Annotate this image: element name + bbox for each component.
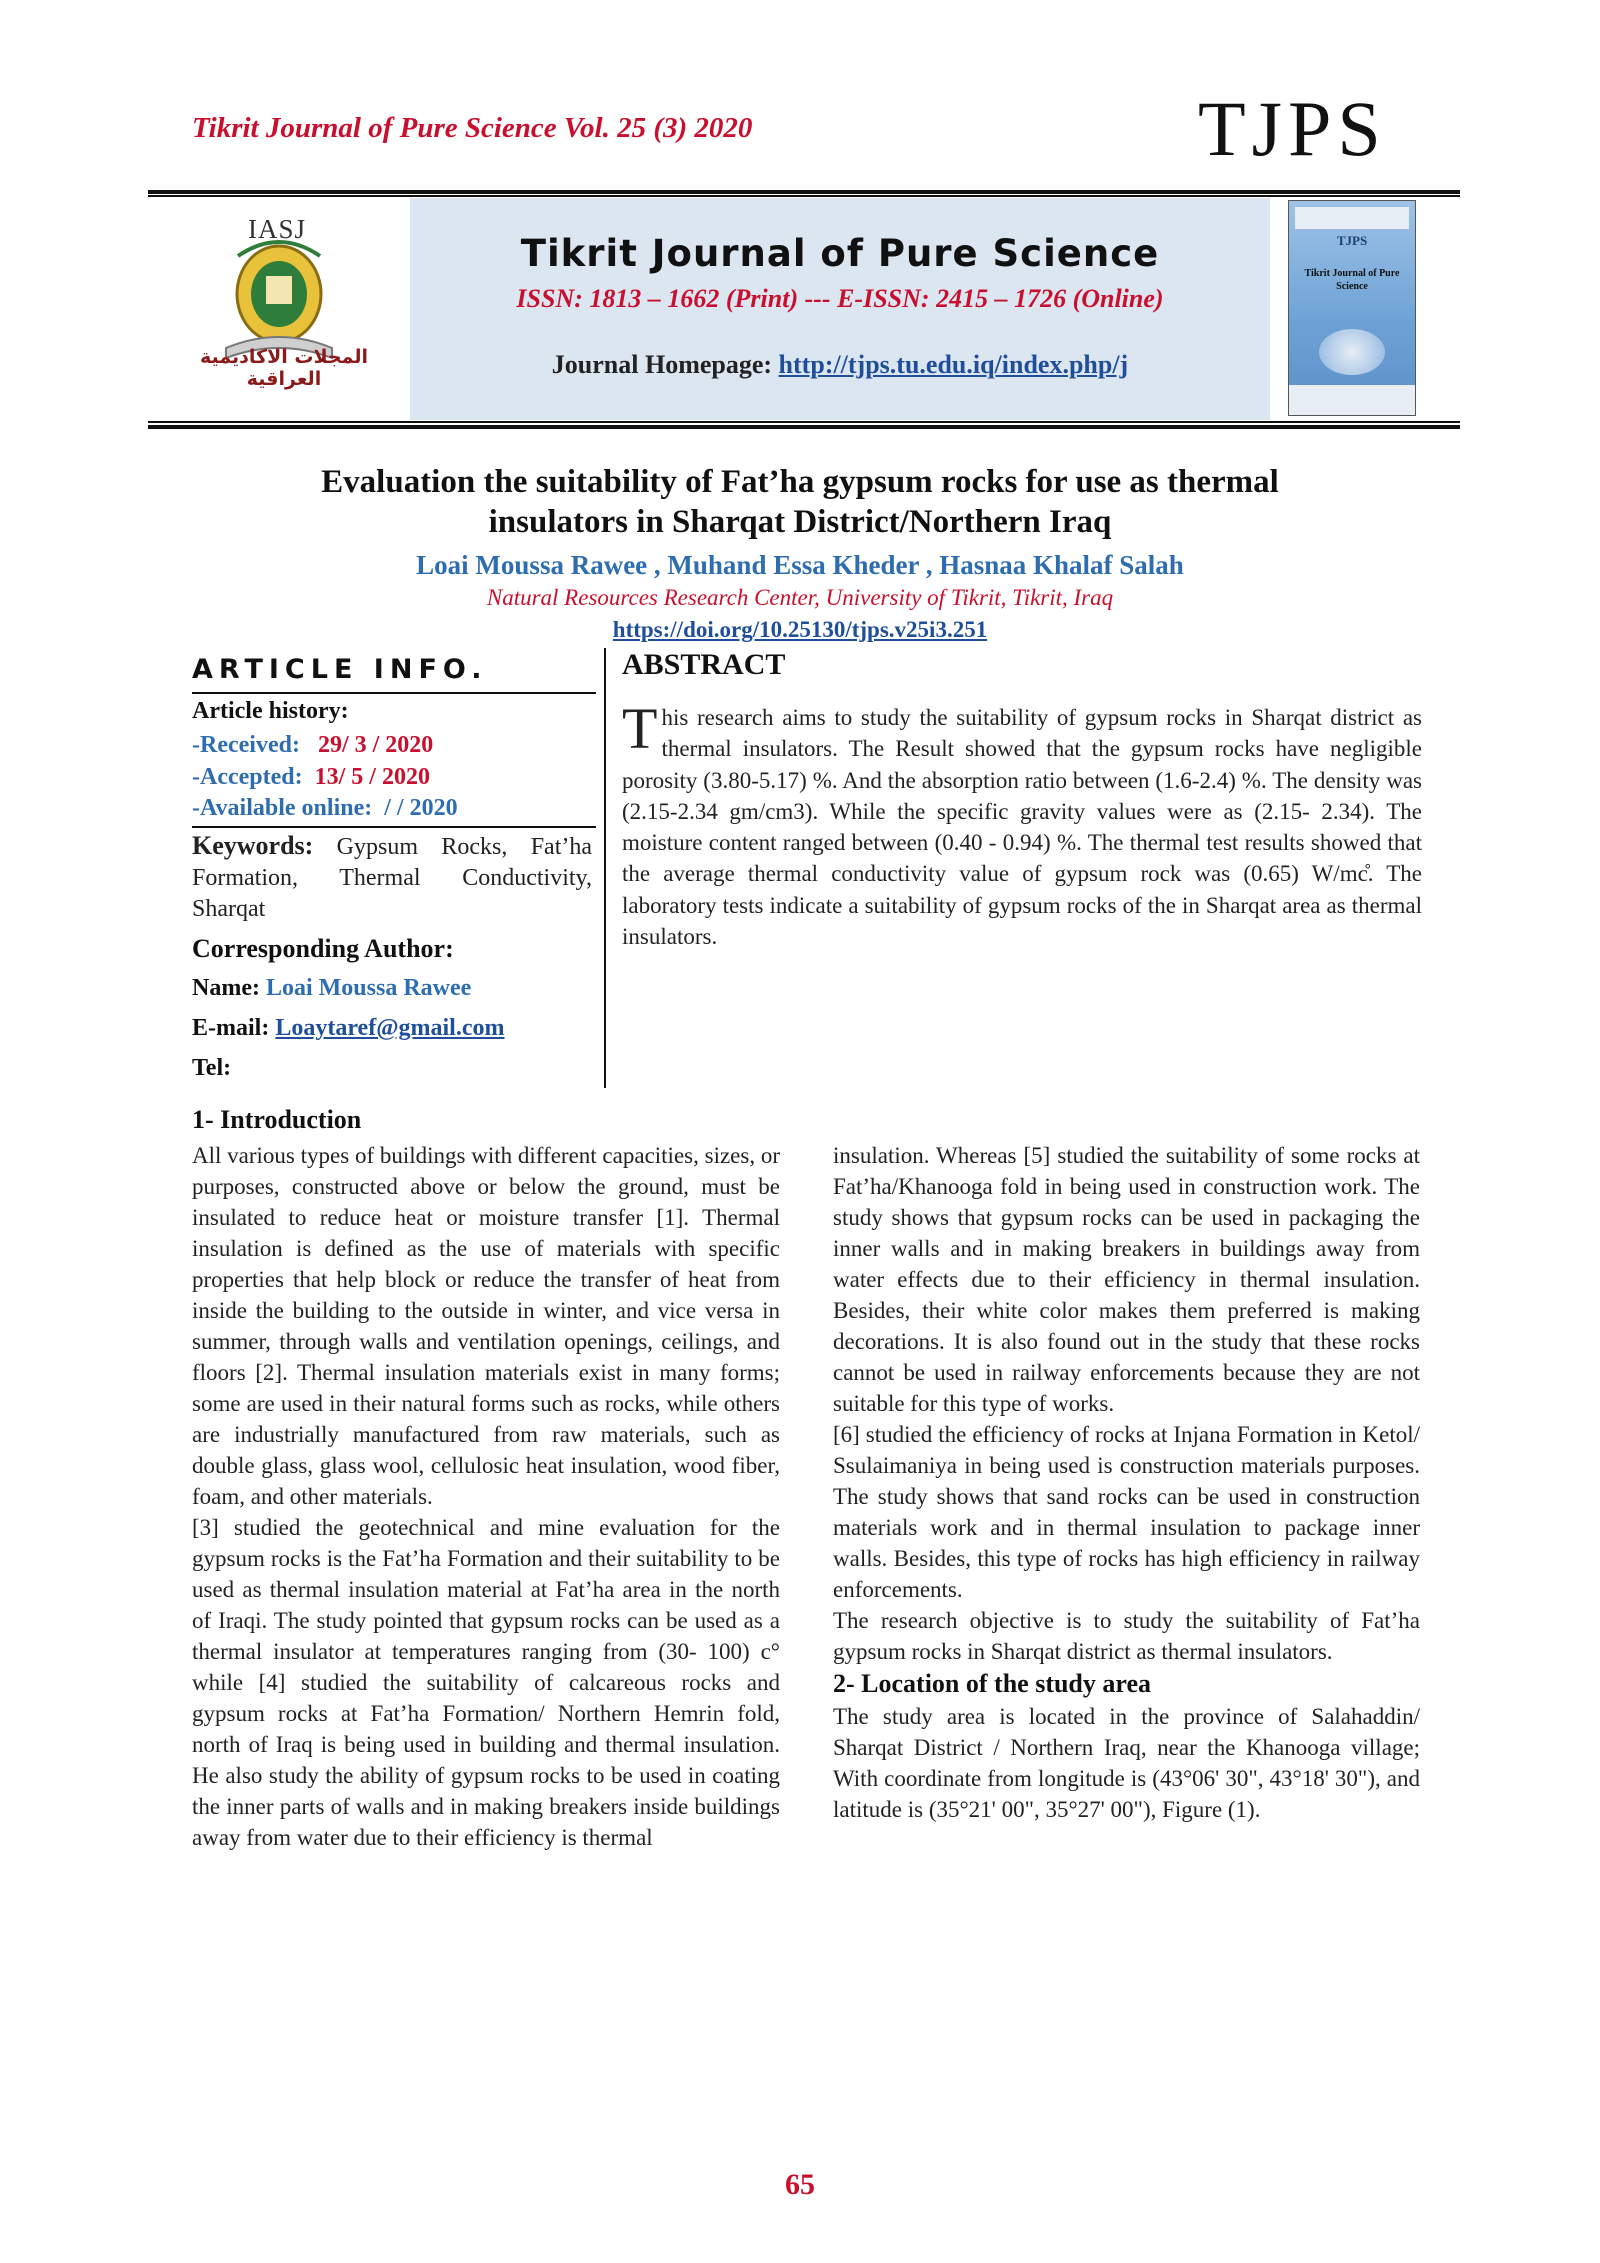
author-email-link[interactable]: Loaytaref@gmail.com xyxy=(275,1015,505,1041)
name-label: Name: xyxy=(192,975,260,1001)
homepage-link[interactable]: http://tjps.tu.edu.iq/index.php/j xyxy=(778,350,1129,379)
keywords xyxy=(192,830,592,925)
introduction-heading: 1- Introduction xyxy=(192,1105,362,1134)
iasj-arabic-label: المجلات الاكاديمية العراقية xyxy=(200,346,368,390)
running-journal-header: Tikrit Journal of Pure Science Vol. 25 (3) 2020 xyxy=(192,112,753,144)
email-label: E-mail: xyxy=(192,1015,270,1041)
keywords-text: Gypsum Rocks, Fat’ha Formation, Thermal Conductivity, Sharqat xyxy=(192,834,593,922)
abstract-heading: ABSTRACT xyxy=(622,648,786,681)
keywords-label: Keywords: xyxy=(192,831,314,860)
intro-paragraph-2: [3] studied the geotechnical and mine evaluation for the gypsum rocks is the Fat’ha Formation and their suitability to be used as thermal insulation material at Fat’ha area in the north of Iraqi. The study pointed that gypsum rocks can be used as a thermal insulator at temperatures ranging from (30- 100) c° while [4] studied the suitability of calcareous rocks and gypsum rocks at Fat’ha Formation/ Northern Hemrin fold, north of Iraq is being used in building and thermal insulation. He also study the ability of gypsum rocks to be used in coating the inner parts of walls and in making breakers inside buildings away from water due to their efficiency is thermal xyxy=(192,1515,780,1850)
paper-authors: Loai Moussa Rawee , Muhand Essa Kheder , Hasnaa Khalaf Salah xyxy=(416,550,1184,580)
accepted-date xyxy=(192,764,430,791)
accepted-value: 13/ 5 / 2020 xyxy=(314,764,430,790)
intro-paragraph-4: [6] studied the efficiency of rocks at Injana Formation in Ketol/ Ssulaimaniya in being used is construction materials purposes. The study shows that sand rocks can be used in construction materials work and in thermal insulation to package inner walls. Besides, this type of rocks has high efficiency in railway enforcements. xyxy=(833,1422,1420,1602)
journal-banner-title: Tikrit Journal of Pure Science xyxy=(520,232,1160,275)
intro-paragraph-1: All various types of buildings with different capacities, sizes, or purposes, constructed above or below the ground, must be insulated to reduce heat or moisture transfer [1]. Thermal insulation is defined as the use of materials with specific properties that help block or reduce the transfer of heat from inside the building to the outside in winter, and vice versa in summer, through walls and ventilation openings, ceilings, and floors [2]. Thermal insulation materials exist in many forms; some are used in their natural forms such as rocks, while others are industrially manufactured from raw materials, such as double glass, glass wool, cellulosic heat insulation, wood fiber, foam, and other materials. xyxy=(192,1143,780,1509)
received-value: 29/ 3 / 2020 xyxy=(317,732,434,758)
homepage-label: Journal Homepage: xyxy=(551,350,779,379)
cover-journal-name: Tikrit Journal of Pure Science xyxy=(1304,268,1400,292)
abstract-body xyxy=(622,696,1422,952)
author-name-line xyxy=(192,975,471,1002)
accepted-label: -Accepted: xyxy=(192,764,303,790)
article-info-heading: ARTICLE INFO. xyxy=(192,654,488,685)
available-value: / / 2020 xyxy=(384,795,458,821)
cover-bottom-strip xyxy=(1289,385,1415,415)
article-info-rule-top xyxy=(192,692,596,694)
journal-homepage xyxy=(410,350,1270,380)
paper-title-line-1: Evaluation the suitability of Fat’ha gypsum rocks for use as thermal xyxy=(321,464,1279,500)
intro-paragraph-5: The research objective is to study the suitability of Fat’ha gypsum rocks in Sharqat district as thermal insulators. xyxy=(833,1608,1420,1664)
available-label: -Available online: xyxy=(192,795,373,821)
banner-bottom-rule xyxy=(148,425,1460,429)
received-date xyxy=(192,732,433,759)
paper-doi-link[interactable]: https://doi.org/10.25130/tjps.v25i3.251 xyxy=(612,617,988,642)
paper-title-line-2: insulators in Sharqat District/Northern Iraq xyxy=(488,504,1112,540)
intro-paragraph-3: insulation. Whereas [5] studied the suitability of some rocks at Fat’ha/Khanooga fold in being used in construction work. The study shows that gypsum rocks can be used in packaging the inner walls and in making breakers in buildings away from water effects due to their efficiency in thermal insulation. Besides, their white color makes them preferred is making decorations. It is also found out in the study that these rocks cannot be used in railway enforcements because they are not suitable for this type of works. xyxy=(833,1143,1420,1416)
author-name: Loai Moussa Rawee xyxy=(265,975,472,1001)
paper-title xyxy=(200,462,1400,542)
paper-affiliation: Natural Resources Research Center, University of Tikrit, Tikrit, Iraq xyxy=(486,585,1114,610)
journal-issn: ISSN: 1813 – 1662 (Print) --- E-ISSN: 2415 – 1726 (Online) xyxy=(516,284,1164,313)
banner-top-rule xyxy=(148,190,1460,194)
journal-cover-thumbnail xyxy=(1288,200,1416,416)
iasj-label: IASJ xyxy=(248,214,307,244)
cover-emblem-icon xyxy=(1319,329,1385,375)
body-column-right xyxy=(833,1140,1420,1825)
received-label: -Received: xyxy=(192,732,300,758)
abstract-dropcap: T xyxy=(622,696,658,761)
article-info-rule-mid xyxy=(192,826,596,828)
available-online-date xyxy=(192,795,458,822)
body-column-left xyxy=(192,1140,780,1853)
tel-label: Tel: xyxy=(192,1055,232,1081)
article-info-divider xyxy=(604,648,606,1088)
cover-top-strip xyxy=(1295,207,1409,229)
location-heading: 2- Location of the study area xyxy=(833,1669,1152,1698)
cover-tjps-label: TJPS xyxy=(1336,233,1368,248)
author-email-line xyxy=(192,1015,505,1042)
location-paragraph: The study area is located in the province of Salahaddin/ Sharqat District / Northern Iraq, near the Khanooga village; With coordinate from longitude is (43°06' 30", 43°18' 30"), and latitude is (35°21' 00", 35°27' 00"), Figure (1). xyxy=(833,1704,1420,1822)
article-history-label: Article history: xyxy=(192,698,349,724)
banner-bottom-rule-thin xyxy=(148,421,1460,423)
abstract-text: his research aims to study the suitability of gypsum rocks in Sharqat district as thermal insulators. The Result showed that the gypsum rocks have negligible porosity (3.80-5.17) %. And the absorption ratio between (1.6-2.4) %. The density was (2.15-2.34 gm/cm3). While the specific gravity values were as (2.15- 2.34). The moisture content ranged between (0.40 - 0.94) %. The thermal test results showed that the average thermal conductivity value of gypsum rock was (0.65) W/mc̊. The laboratory tests indicate a suitability of gypsum rocks of the in Sharqat area as thermal insulators. xyxy=(622,705,1422,950)
banner-top-rule-thin xyxy=(148,195,1460,197)
page-number: 65 xyxy=(785,2168,815,2201)
tjps-wordmark: TJPS xyxy=(1198,85,1387,172)
corresponding-author-label: Corresponding Author: xyxy=(192,934,454,963)
